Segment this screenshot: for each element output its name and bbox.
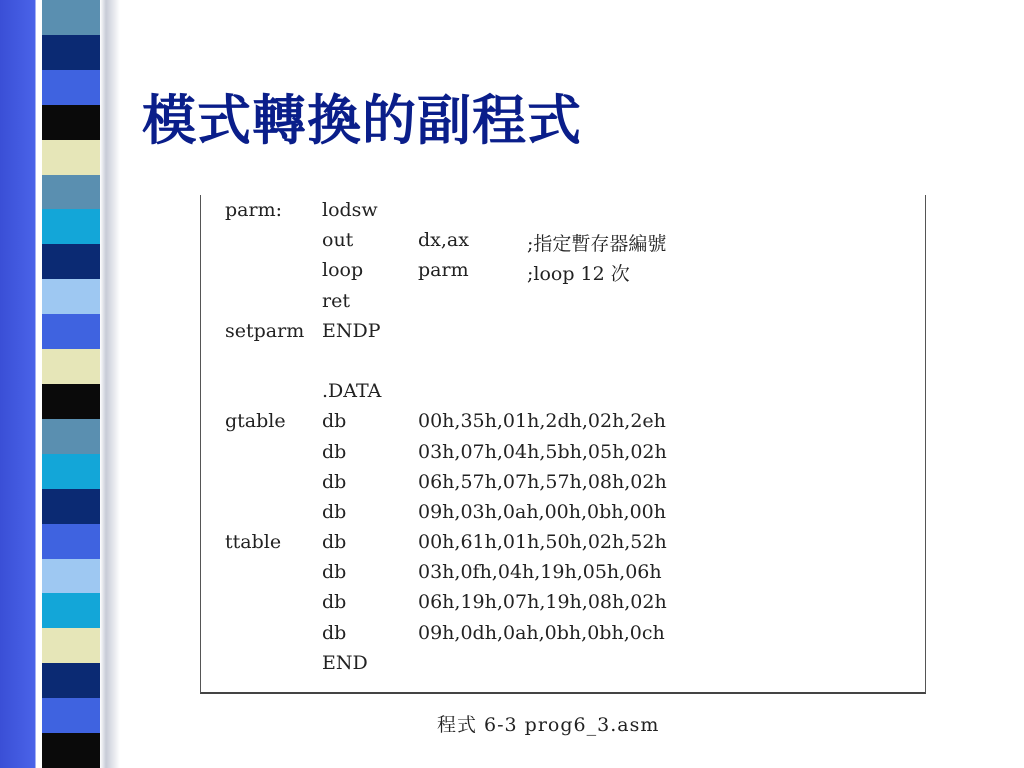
code-op: ret	[322, 289, 350, 312]
decorative-block	[42, 454, 100, 489]
code-op: lodsw	[322, 199, 378, 221]
decorative-block	[42, 244, 100, 279]
code-arg: 06h,19h,07h,19h,08h,02h	[418, 591, 667, 614]
code-op: ENDP	[322, 319, 381, 342]
code-op: END	[322, 651, 368, 674]
decorative-block	[42, 349, 100, 384]
code-op: db	[322, 531, 347, 554]
code-comment: ;指定暫存器編號	[527, 233, 667, 256]
code-op: db	[322, 500, 347, 523]
code-op: db	[322, 591, 347, 614]
decorative-block	[42, 35, 100, 70]
decorative-block	[42, 733, 100, 768]
decorative-block	[42, 698, 100, 733]
code-arg: 06h,57h,07h,57h,08h,02h	[418, 470, 667, 493]
code-arg: dx,ax	[418, 229, 469, 252]
decorative-block	[42, 279, 100, 314]
code-op: db	[322, 561, 347, 584]
code-arg: 00h,61h,01h,50h,02h,52h	[418, 531, 667, 554]
decorative-block	[42, 419, 100, 454]
code-arg: 09h,03h,0ah,00h,0bh,00h	[418, 500, 666, 523]
decorative-block	[42, 663, 100, 698]
code-op: out	[322, 229, 354, 252]
decorative-block	[42, 593, 100, 628]
code-arg: 03h,07h,04h,5bh,05h,02h	[418, 440, 667, 463]
decorative-block	[42, 384, 100, 419]
code-op: db	[322, 440, 347, 463]
code-op: db	[322, 410, 347, 433]
decorative-block	[42, 628, 100, 663]
decorative-block	[42, 489, 100, 524]
code-label: ttable	[225, 531, 282, 554]
code-op: .DATA	[322, 380, 382, 403]
slide-title: 模式轉換的副程式	[142, 88, 582, 152]
code-label: parm:	[225, 199, 282, 221]
decorative-block	[42, 140, 100, 175]
decorative-color-blocks	[42, 0, 100, 768]
code-arg: parm	[418, 259, 469, 282]
code-op: loop	[322, 259, 364, 282]
decorative-block	[42, 209, 100, 244]
decorative-block	[42, 175, 100, 210]
decorative-block	[42, 314, 100, 349]
code-arg: 09h,0dh,0ah,0bh,0bh,0ch	[418, 621, 665, 644]
code-comment: ;loop 12 次	[527, 263, 630, 286]
code-listing	[200, 195, 926, 694]
code-op: db	[322, 621, 347, 644]
decorative-block	[42, 70, 100, 105]
decorative-block	[42, 524, 100, 559]
code-label: setparm	[225, 319, 305, 342]
decorative-block	[42, 105, 100, 140]
code-label: gtable	[225, 410, 286, 433]
code-arg: 03h,0fh,04h,19h,05h,06h	[418, 561, 662, 584]
decorative-block	[42, 559, 100, 594]
listing-caption: 程式 6-3 prog6_3.asm	[437, 714, 660, 736]
code-op: db	[322, 470, 347, 493]
decorative-block	[42, 0, 100, 35]
code-arg: 00h,35h,01h,2dh,02h,2eh	[418, 410, 666, 433]
